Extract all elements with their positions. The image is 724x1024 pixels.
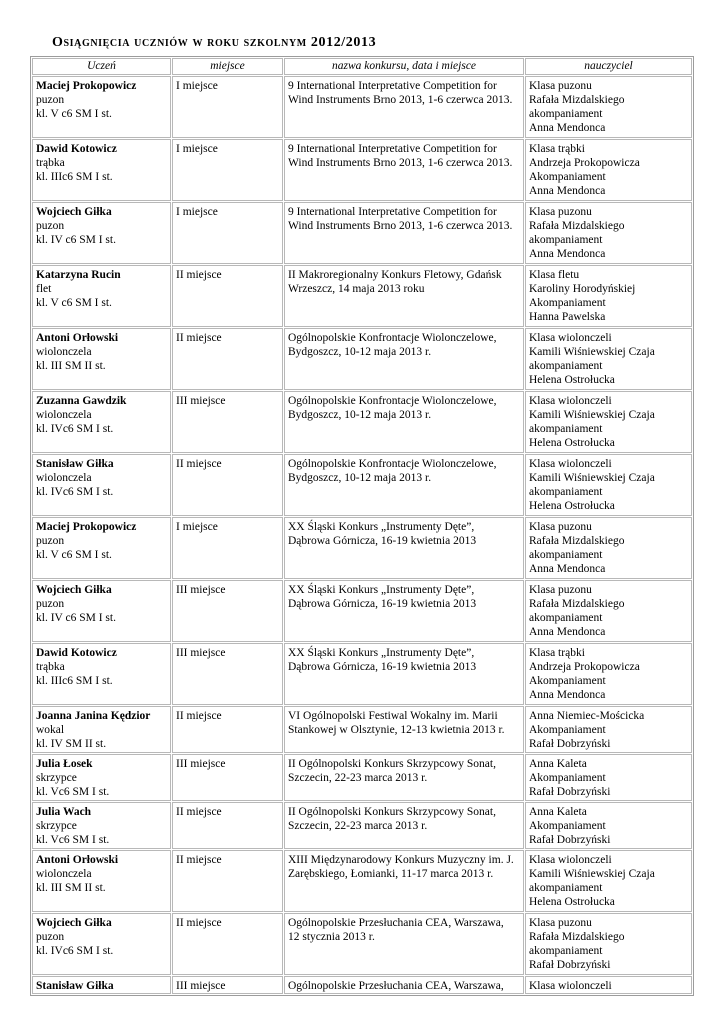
student-cell xyxy=(32,580,171,642)
student-name: Stanisław Giłka xyxy=(36,980,114,992)
student-cell-line: puzon xyxy=(36,535,65,547)
teacher-cell-line: Rafał Dobrzyński xyxy=(529,834,611,846)
student-name: Joanna Janina Kędzior xyxy=(36,710,151,722)
place-cell: II miejsce xyxy=(172,802,283,849)
student-name: Antoni Orłowski xyxy=(36,854,119,866)
student-name: Dawid Kotowicz xyxy=(36,143,117,155)
student-name: Zuzanna Gawdzik xyxy=(36,395,127,407)
student-cell-line: wiolonczela xyxy=(36,346,92,358)
table-row xyxy=(32,706,692,753)
student-name: Maciej Prokopowicz xyxy=(36,80,137,92)
teacher-cell-line: Rafał Dobrzyński xyxy=(529,959,611,971)
teacher-cell-line: akompaniament xyxy=(529,423,603,435)
student-name: Stanisław Giłka xyxy=(36,458,114,470)
place-cell: I miejsce xyxy=(172,76,283,138)
place-cell: II miejsce xyxy=(172,913,283,975)
contest-cell-line: 9 International Interpretative Competition for xyxy=(288,206,497,218)
teacher-cell-line: akompaniament xyxy=(529,549,603,561)
student-cell-line: kl. IV SM II st. xyxy=(36,738,107,750)
student-cell-line: flet xyxy=(36,283,52,295)
student-cell-line: kl. IVc6 SM I st. xyxy=(36,423,114,435)
teacher-cell-line: Klasa wiolonczeli xyxy=(529,332,612,344)
contest-cell xyxy=(284,754,524,801)
teacher-cell-line: akompaniament xyxy=(529,612,603,624)
teacher-cell-line: Andrzeja Prokopowicza xyxy=(529,661,640,673)
contest-cell-line: Szczecin, 22-23 marca 2013 r. xyxy=(288,820,428,832)
teacher-cell-line: Anna Mendonca xyxy=(529,185,606,197)
teacher-cell-line: akompaniament xyxy=(529,882,603,894)
table-body xyxy=(32,76,692,994)
student-cell-line: kl. Vc6 SM I st. xyxy=(36,786,110,798)
table-row xyxy=(32,454,692,516)
contest-cell-line: Ogólnopolskie Przesłuchania CEA, Warszawa, xyxy=(288,917,504,929)
student-cell xyxy=(32,328,171,390)
teacher-cell-line: Hanna Pawelska xyxy=(529,311,606,323)
teacher-cell-line: Rafała Mizdalskiego xyxy=(529,535,625,547)
student-cell xyxy=(32,643,171,705)
teacher-cell-line: akompaniament xyxy=(529,108,603,120)
student-cell-line: trąbka xyxy=(36,661,65,673)
student-cell-line: skrzypce xyxy=(36,772,77,784)
contest-cell-line: Bydgoszcz, 10-12 maja 2013 r. xyxy=(288,409,432,421)
table-row xyxy=(32,328,692,390)
student-cell xyxy=(32,706,171,753)
contest-cell-line: II Makroregionalny Konkurs Fletowy, Gdańsk xyxy=(288,269,502,281)
contest-cell-line: 9 International Interpretative Competition for xyxy=(288,80,497,92)
student-cell-line: kl. V c6 SM I st. xyxy=(36,108,112,120)
contest-cell xyxy=(284,802,524,849)
contest-cell xyxy=(284,265,524,327)
place-cell: III miejsce xyxy=(172,754,283,801)
contest-cell-line: Wind Instruments Brno 2013, 1-6 czerwca 2013. xyxy=(288,157,513,169)
teacher-cell-line: Anna Kaleta xyxy=(529,806,587,818)
student-name: Katarzyna Rucin xyxy=(36,269,121,281)
table-row xyxy=(32,850,692,912)
teacher-cell-line: Kamili Wiśniewskiej Czaja xyxy=(529,346,655,358)
contest-cell-line: Bydgoszcz, 10-12 maja 2013 r. xyxy=(288,346,432,358)
place-cell: II miejsce xyxy=(172,328,283,390)
contest-cell-line: Dąbrowa Górnicza, 16-19 kwietnia 2013 xyxy=(288,598,477,610)
teacher-cell-line: Rafała Mizdalskiego xyxy=(529,94,625,106)
student-cell-line: kl. V c6 SM I st. xyxy=(36,297,112,309)
student-cell xyxy=(32,265,171,327)
contest-cell-line: Ogólnopolskie Konfrontacje Wiolonczelowe, xyxy=(288,458,497,470)
student-cell-line: kl. V c6 SM I st. xyxy=(36,549,112,561)
student-cell-line: kl. IV c6 SM I st. xyxy=(36,612,116,624)
student-cell-line: puzon xyxy=(36,931,65,943)
student-cell-line: wiolonczela xyxy=(36,409,92,421)
teacher-cell xyxy=(525,913,692,975)
place-cell: II miejsce xyxy=(172,706,283,753)
teacher-cell xyxy=(525,850,692,912)
table-row xyxy=(32,976,692,994)
teacher-cell-line: akompaniament xyxy=(529,360,603,372)
contest-cell-line: XX Śląski Konkurs „Instrumenty Dęte”, xyxy=(288,584,475,596)
contest-cell xyxy=(284,139,524,201)
page-title: Osiągnięcia uczniów w roku szkolnym 2012/2013 xyxy=(52,35,377,50)
contest-cell xyxy=(284,643,524,705)
teacher-cell xyxy=(525,976,692,994)
contest-cell-line: Ogólnopolskie Konfrontacje Wiolonczelowe, xyxy=(288,332,497,344)
teacher-cell xyxy=(525,391,692,453)
student-cell-line: puzon xyxy=(36,220,65,232)
achievements-table xyxy=(30,56,694,996)
teacher-cell-line: akompaniament xyxy=(529,945,603,957)
contest-cell-line: Szczecin, 22-23 marca 2013 r. xyxy=(288,772,428,784)
student-cell-line: kl. III SM II st. xyxy=(36,360,106,372)
table-row xyxy=(32,580,692,642)
teacher-cell-line: Rafał Dobrzyński xyxy=(529,738,611,750)
student-name: Wojciech Giłka xyxy=(36,917,112,929)
contest-cell-line: Wind Instruments Brno 2013, 1-6 czerwca 2013. xyxy=(288,94,513,106)
teacher-cell-line: Rafała Mizdalskiego xyxy=(529,931,625,943)
student-cell-line: kl. IIIc6 SM I st. xyxy=(36,675,113,687)
contest-cell-line: 9 International Interpretative Competition for xyxy=(288,143,497,155)
header-student: Uczeń xyxy=(32,58,171,75)
teacher-cell-line: Akompaniament xyxy=(529,171,606,183)
teacher-cell-line: Klasa puzonu xyxy=(529,80,592,92)
contest-cell-line: Wrzeszcz, 14 maja 2013 roku xyxy=(288,283,425,295)
student-cell xyxy=(32,454,171,516)
table-row xyxy=(32,517,692,579)
place-cell: I miejsce xyxy=(172,517,283,579)
teacher-cell-line: Akompaniament xyxy=(529,675,606,687)
teacher-cell-line: Klasa trąbki xyxy=(529,647,585,659)
teacher-cell xyxy=(525,202,692,264)
teacher-cell-line: Akompaniament xyxy=(529,724,606,736)
contest-cell xyxy=(284,328,524,390)
teacher-cell-line: Andrzeja Prokopowicza xyxy=(529,157,640,169)
student-cell-line: kl. III SM II st. xyxy=(36,882,106,894)
contest-cell-line: VI Ogólnopolski Festiwal Wokalny im. Marii xyxy=(288,710,498,722)
student-cell xyxy=(32,754,171,801)
student-cell-line: kl. Vc6 SM I st. xyxy=(36,834,110,846)
contest-cell-line: XIII Międzynarodowy Konkurs Muzyczny im. J. xyxy=(288,854,514,866)
contest-cell-line: II Ogólnopolski Konkurs Skrzypcowy Sonat, xyxy=(288,758,496,770)
teacher-cell xyxy=(525,580,692,642)
teacher-cell-line: Anna Mendonca xyxy=(529,563,606,575)
student-cell-line: skrzypce xyxy=(36,820,77,832)
teacher-cell-line: Helena Ostrołucka xyxy=(529,896,615,908)
student-cell xyxy=(32,802,171,849)
student-cell-line: kl. IVc6 SM I st. xyxy=(36,945,114,957)
place-cell: III miejsce xyxy=(172,391,283,453)
student-cell-line: puzon xyxy=(36,94,65,106)
contest-cell-line: Bydgoszcz, 10-12 maja 2013 r. xyxy=(288,472,432,484)
table-row xyxy=(32,265,692,327)
teacher-cell-line: Anna Mendonca xyxy=(529,248,606,260)
student-cell xyxy=(32,976,171,994)
teacher-cell xyxy=(525,454,692,516)
contest-cell-line: Stankowej w Olsztynie, 12-13 kwietnia 2013 r. xyxy=(288,724,505,736)
table-row xyxy=(32,202,692,264)
teacher-cell-line: Klasa wiolonczeli xyxy=(529,980,612,992)
teacher-cell xyxy=(525,706,692,753)
teacher-cell xyxy=(525,265,692,327)
contest-cell-line: XX Śląski Konkurs „Instrumenty Dęte”, xyxy=(288,521,475,533)
contest-cell xyxy=(284,976,524,994)
student-cell xyxy=(32,202,171,264)
student-cell xyxy=(32,517,171,579)
student-cell-line: wiolonczela xyxy=(36,472,92,484)
contest-cell xyxy=(284,517,524,579)
student-cell-line: kl. IVc6 SM I st. xyxy=(36,486,114,498)
place-cell: II miejsce xyxy=(172,454,283,516)
student-cell xyxy=(32,391,171,453)
student-name: Maciej Prokopowicz xyxy=(36,521,137,533)
teacher-cell-line: Klasa trąbki xyxy=(529,143,585,155)
table-row xyxy=(32,643,692,705)
teacher-cell-line: Kamili Wiśniewskiej Czaja xyxy=(529,472,655,484)
place-cell: II miejsce xyxy=(172,850,283,912)
contest-cell xyxy=(284,580,524,642)
teacher-cell-line: Klasa wiolonczeli xyxy=(529,395,612,407)
teacher-cell-line: Helena Ostrołucka xyxy=(529,374,615,386)
place-cell: I miejsce xyxy=(172,139,283,201)
student-cell xyxy=(32,139,171,201)
contest-cell xyxy=(284,706,524,753)
teacher-cell-line: akompaniament xyxy=(529,486,603,498)
teacher-cell-line: Akompaniament xyxy=(529,820,606,832)
teacher-cell-line: Anna Mendonca xyxy=(529,626,606,638)
teacher-cell-line: Klasa puzonu xyxy=(529,584,592,596)
teacher-cell-line: Klasa puzonu xyxy=(529,917,592,929)
teacher-cell-line: Kamili Wiśniewskiej Czaja xyxy=(529,868,655,880)
contest-cell-line: 12 stycznia 2013 r. xyxy=(288,931,375,943)
contest-cell xyxy=(284,76,524,138)
header-teacher: nauczyciel xyxy=(525,58,692,75)
place-cell: II miejsce xyxy=(172,265,283,327)
teacher-cell-line: Akompaniament xyxy=(529,297,606,309)
student-name: Julia Łosek xyxy=(36,758,93,770)
teacher-cell-line: Anna Mendonca xyxy=(529,122,606,134)
contest-cell-line: Ogólnopolskie Przesłuchania CEA, Warszawa, xyxy=(288,980,504,992)
table-row xyxy=(32,391,692,453)
teacher-cell xyxy=(525,76,692,138)
header-place: miejsce xyxy=(172,58,283,75)
teacher-cell-line: Helena Ostrołucka xyxy=(529,437,615,449)
teacher-cell-line: Klasa puzonu xyxy=(529,206,592,218)
place-cell: I miejsce xyxy=(172,202,283,264)
contest-cell-line: Dąbrowa Górnicza, 16-19 kwietnia 2013 xyxy=(288,535,477,547)
teacher-cell xyxy=(525,328,692,390)
student-name: Dawid Kotowicz xyxy=(36,647,117,659)
student-cell-line: puzon xyxy=(36,598,65,610)
place-cell: III miejsce xyxy=(172,580,283,642)
contest-cell-line: Ogólnopolskie Konfrontacje Wiolonczelowe, xyxy=(288,395,497,407)
teacher-cell-line: Kamili Wiśniewskiej Czaja xyxy=(529,409,655,421)
table-row xyxy=(32,802,692,849)
contest-cell xyxy=(284,454,524,516)
teacher-cell-line: Klasa wiolonczeli xyxy=(529,854,612,866)
teacher-cell xyxy=(525,139,692,201)
student-name: Wojciech Giłka xyxy=(36,584,112,596)
student-cell-line: kl. IIIc6 SM I st. xyxy=(36,171,113,183)
teacher-cell-line: Akompaniament xyxy=(529,772,606,784)
teacher-cell-line: Helena Ostrołucka xyxy=(529,500,615,512)
contest-cell-line: Wind Instruments Brno 2013, 1-6 czerwca 2013. xyxy=(288,220,513,232)
student-cell-line: trąbka xyxy=(36,157,65,169)
contest-cell-line: Dąbrowa Górnicza, 16-19 kwietnia 2013 xyxy=(288,661,477,673)
student-cell-line: wokal xyxy=(36,724,65,736)
contest-cell xyxy=(284,202,524,264)
student-cell-line: kl. IV c6 SM I st. xyxy=(36,234,116,246)
teacher-cell xyxy=(525,802,692,849)
teacher-cell-line: Rafał Dobrzyński xyxy=(529,786,611,798)
teacher-cell xyxy=(525,754,692,801)
contest-cell-line: XX Śląski Konkurs „Instrumenty Dęte”, xyxy=(288,647,475,659)
contest-cell xyxy=(284,850,524,912)
teacher-cell-line: Anna Mendonca xyxy=(529,689,606,701)
table-row xyxy=(32,139,692,201)
student-name: Antoni Orłowski xyxy=(36,332,119,344)
student-cell xyxy=(32,850,171,912)
place-cell: III miejsce xyxy=(172,976,283,994)
teacher-cell-line: Klasa puzonu xyxy=(529,521,592,533)
student-cell xyxy=(32,913,171,975)
table-row xyxy=(32,754,692,801)
teacher-cell xyxy=(525,517,692,579)
contest-cell-line: Zarębskiego, Łomianki, 11-17 marca 2013 r. xyxy=(288,868,494,880)
teacher-cell-line: Anna Kaleta xyxy=(529,758,587,770)
contest-cell xyxy=(284,913,524,975)
table-row xyxy=(32,76,692,138)
header-contest: nazwa konkursu, data i miejsce xyxy=(284,58,524,75)
student-name: Julia Wach xyxy=(36,806,92,818)
student-cell xyxy=(32,76,171,138)
place-cell: III miejsce xyxy=(172,643,283,705)
teacher-cell xyxy=(525,643,692,705)
table-row xyxy=(32,913,692,975)
table-header-row xyxy=(32,58,692,75)
teacher-cell-line: Anna Niemiec-Mościcka xyxy=(529,710,645,722)
student-name: Wojciech Giłka xyxy=(36,206,112,218)
teacher-cell-line: Rafała Mizdalskiego xyxy=(529,598,625,610)
contest-cell-line: II Ogólnopolski Konkurs Skrzypcowy Sonat, xyxy=(288,806,496,818)
teacher-cell-line: Karoliny Horodyńskiej xyxy=(529,283,636,295)
teacher-cell-line: Rafała Mizdalskiego xyxy=(529,220,625,232)
teacher-cell-line: akompaniament xyxy=(529,234,603,246)
teacher-cell-line: Klasa wiolonczeli xyxy=(529,458,612,470)
contest-cell xyxy=(284,391,524,453)
teacher-cell-line: Klasa fletu xyxy=(529,269,580,281)
student-cell-line: wiolonczela xyxy=(36,868,92,880)
